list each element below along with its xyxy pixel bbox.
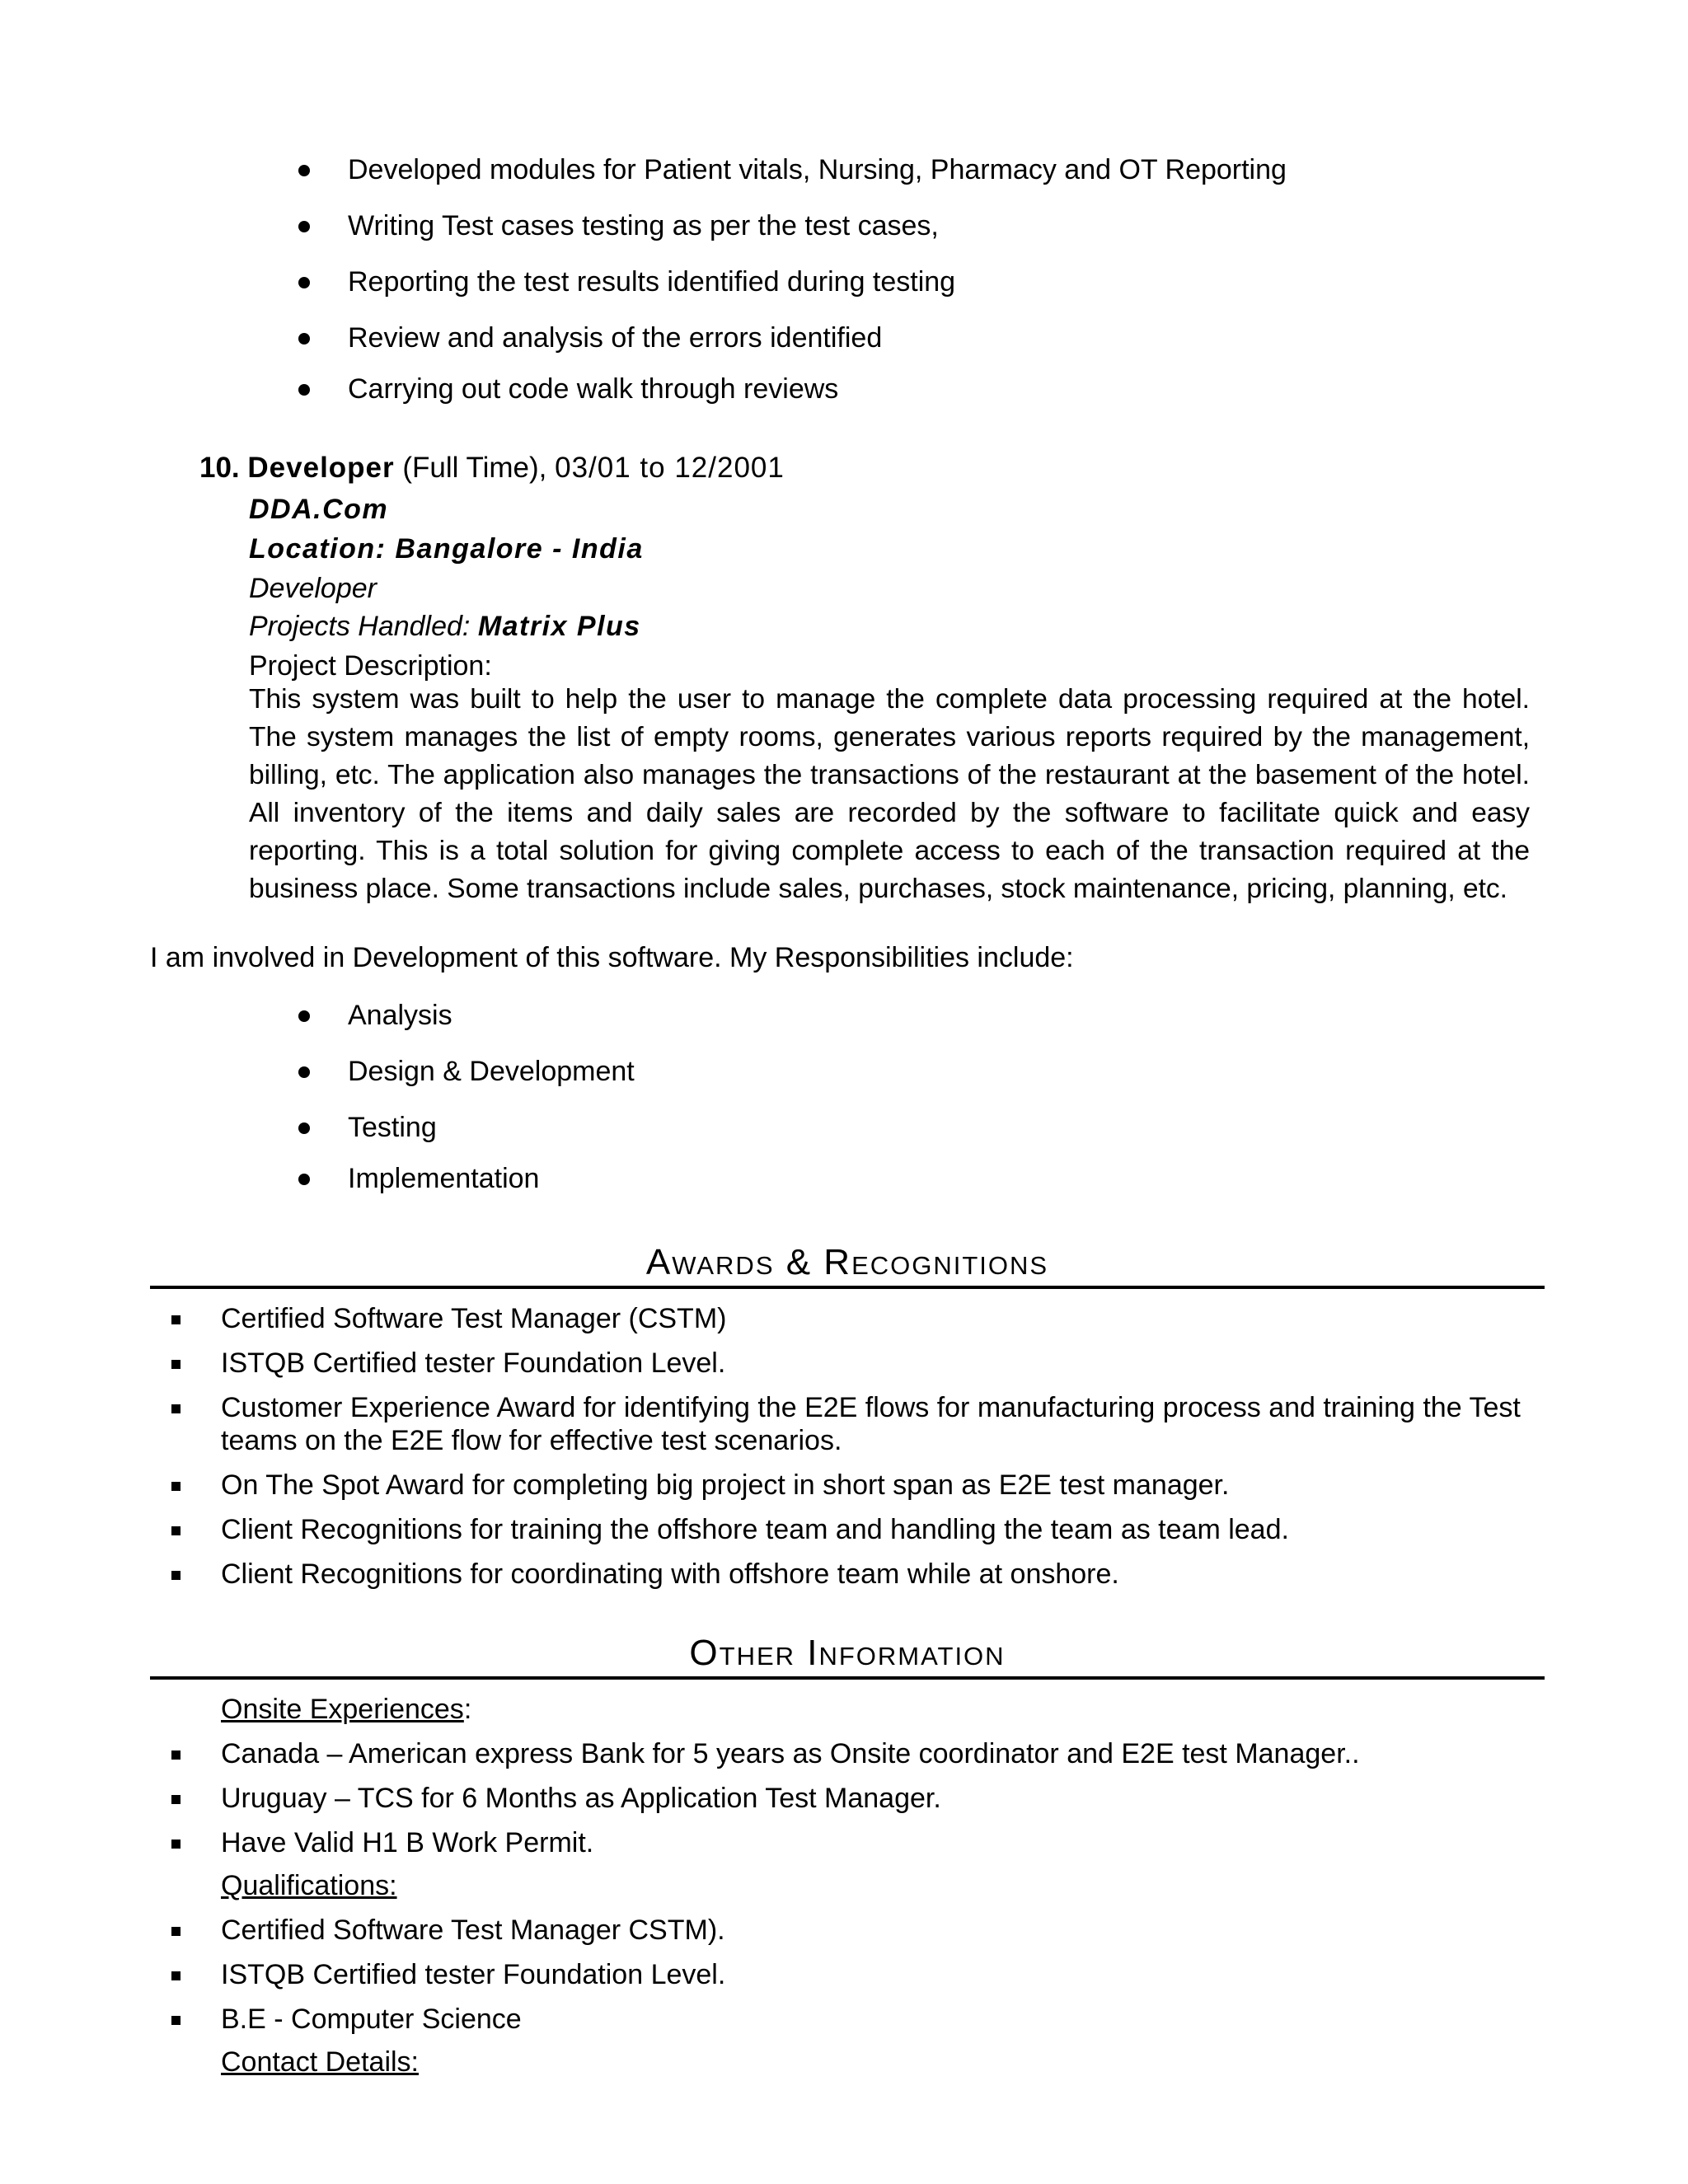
- projects-label: Projects Handled:: [249, 611, 471, 642]
- square-bullet-icon: [171, 1971, 181, 1980]
- project-name: Matrix Plus: [477, 611, 641, 642]
- awards-heading: Awards & Recognitions: [645, 1242, 1049, 1282]
- square-bullet-icon: [171, 1482, 181, 1491]
- description-label: Project Description:: [249, 650, 492, 682]
- bullet-icon: [298, 1010, 310, 1022]
- job-period: 03/01 to 12/2001: [555, 452, 785, 484]
- job-employment: (Full Time),: [402, 452, 547, 484]
- square-bullet-icon: [171, 1360, 181, 1369]
- projects-handled: [249, 610, 641, 643]
- bullet-icon: [298, 277, 310, 288]
- project-description: This system was built to help the user to manage the complete data processing required at the hotel. The system manages the list of empty rooms, generates various reports required by the management, billing, etc. The application also manages the transactions of the restaurant at the basement of the hotel. All inventory of the items and daily sales are recorded by the software to facilitate quick and easy reporting. This is a total solution for giving complete access to each of the transaction required at the business place. Some transactions include sales, purchases, stock maintenance, pricing, planning, etc.: [249, 684, 1530, 904]
- bullet-icon: [298, 1066, 310, 1078]
- job-title: Developer: [247, 452, 395, 484]
- square-bullet-icon: [171, 1840, 181, 1849]
- other-info-heading: Other Information: [689, 1633, 1006, 1673]
- section-divider: [150, 1286, 1545, 1289]
- square-bullet-icon: [171, 1795, 181, 1804]
- job-location: Location: Bangalore - India: [249, 533, 644, 565]
- job-heading: [199, 452, 785, 485]
- square-bullet-icon: [171, 2016, 181, 2025]
- bullet-icon: [298, 1122, 310, 1134]
- qualifications-heading: Qualifications:: [221, 1870, 397, 1901]
- onsite-heading: Onsite Experiences:: [221, 1694, 472, 1725]
- square-bullet-icon: [171, 1571, 181, 1580]
- bullet-icon: [298, 165, 310, 176]
- bullet-icon: [298, 333, 310, 344]
- square-bullet-icon: [171, 1404, 181, 1413]
- contact-heading: Contact Details:: [221, 2046, 419, 2078]
- square-bullet-icon: [171, 1526, 181, 1535]
- square-bullet-icon: [171, 1750, 181, 1760]
- company-name: DDA.Com: [249, 494, 389, 525]
- bullet-icon: [298, 221, 310, 232]
- bullet-icon: [298, 384, 310, 396]
- square-bullet-icon: [171, 1927, 181, 1936]
- section-divider: [150, 1676, 1545, 1680]
- job-number: 10.: [199, 452, 240, 484]
- square-bullet-icon: [171, 1315, 181, 1324]
- involvement-text: I am involved in Development of this software. My Responsibilities include:: [150, 942, 1074, 973]
- job-role: Developer: [249, 573, 377, 604]
- bullet-icon: [298, 1174, 310, 1185]
